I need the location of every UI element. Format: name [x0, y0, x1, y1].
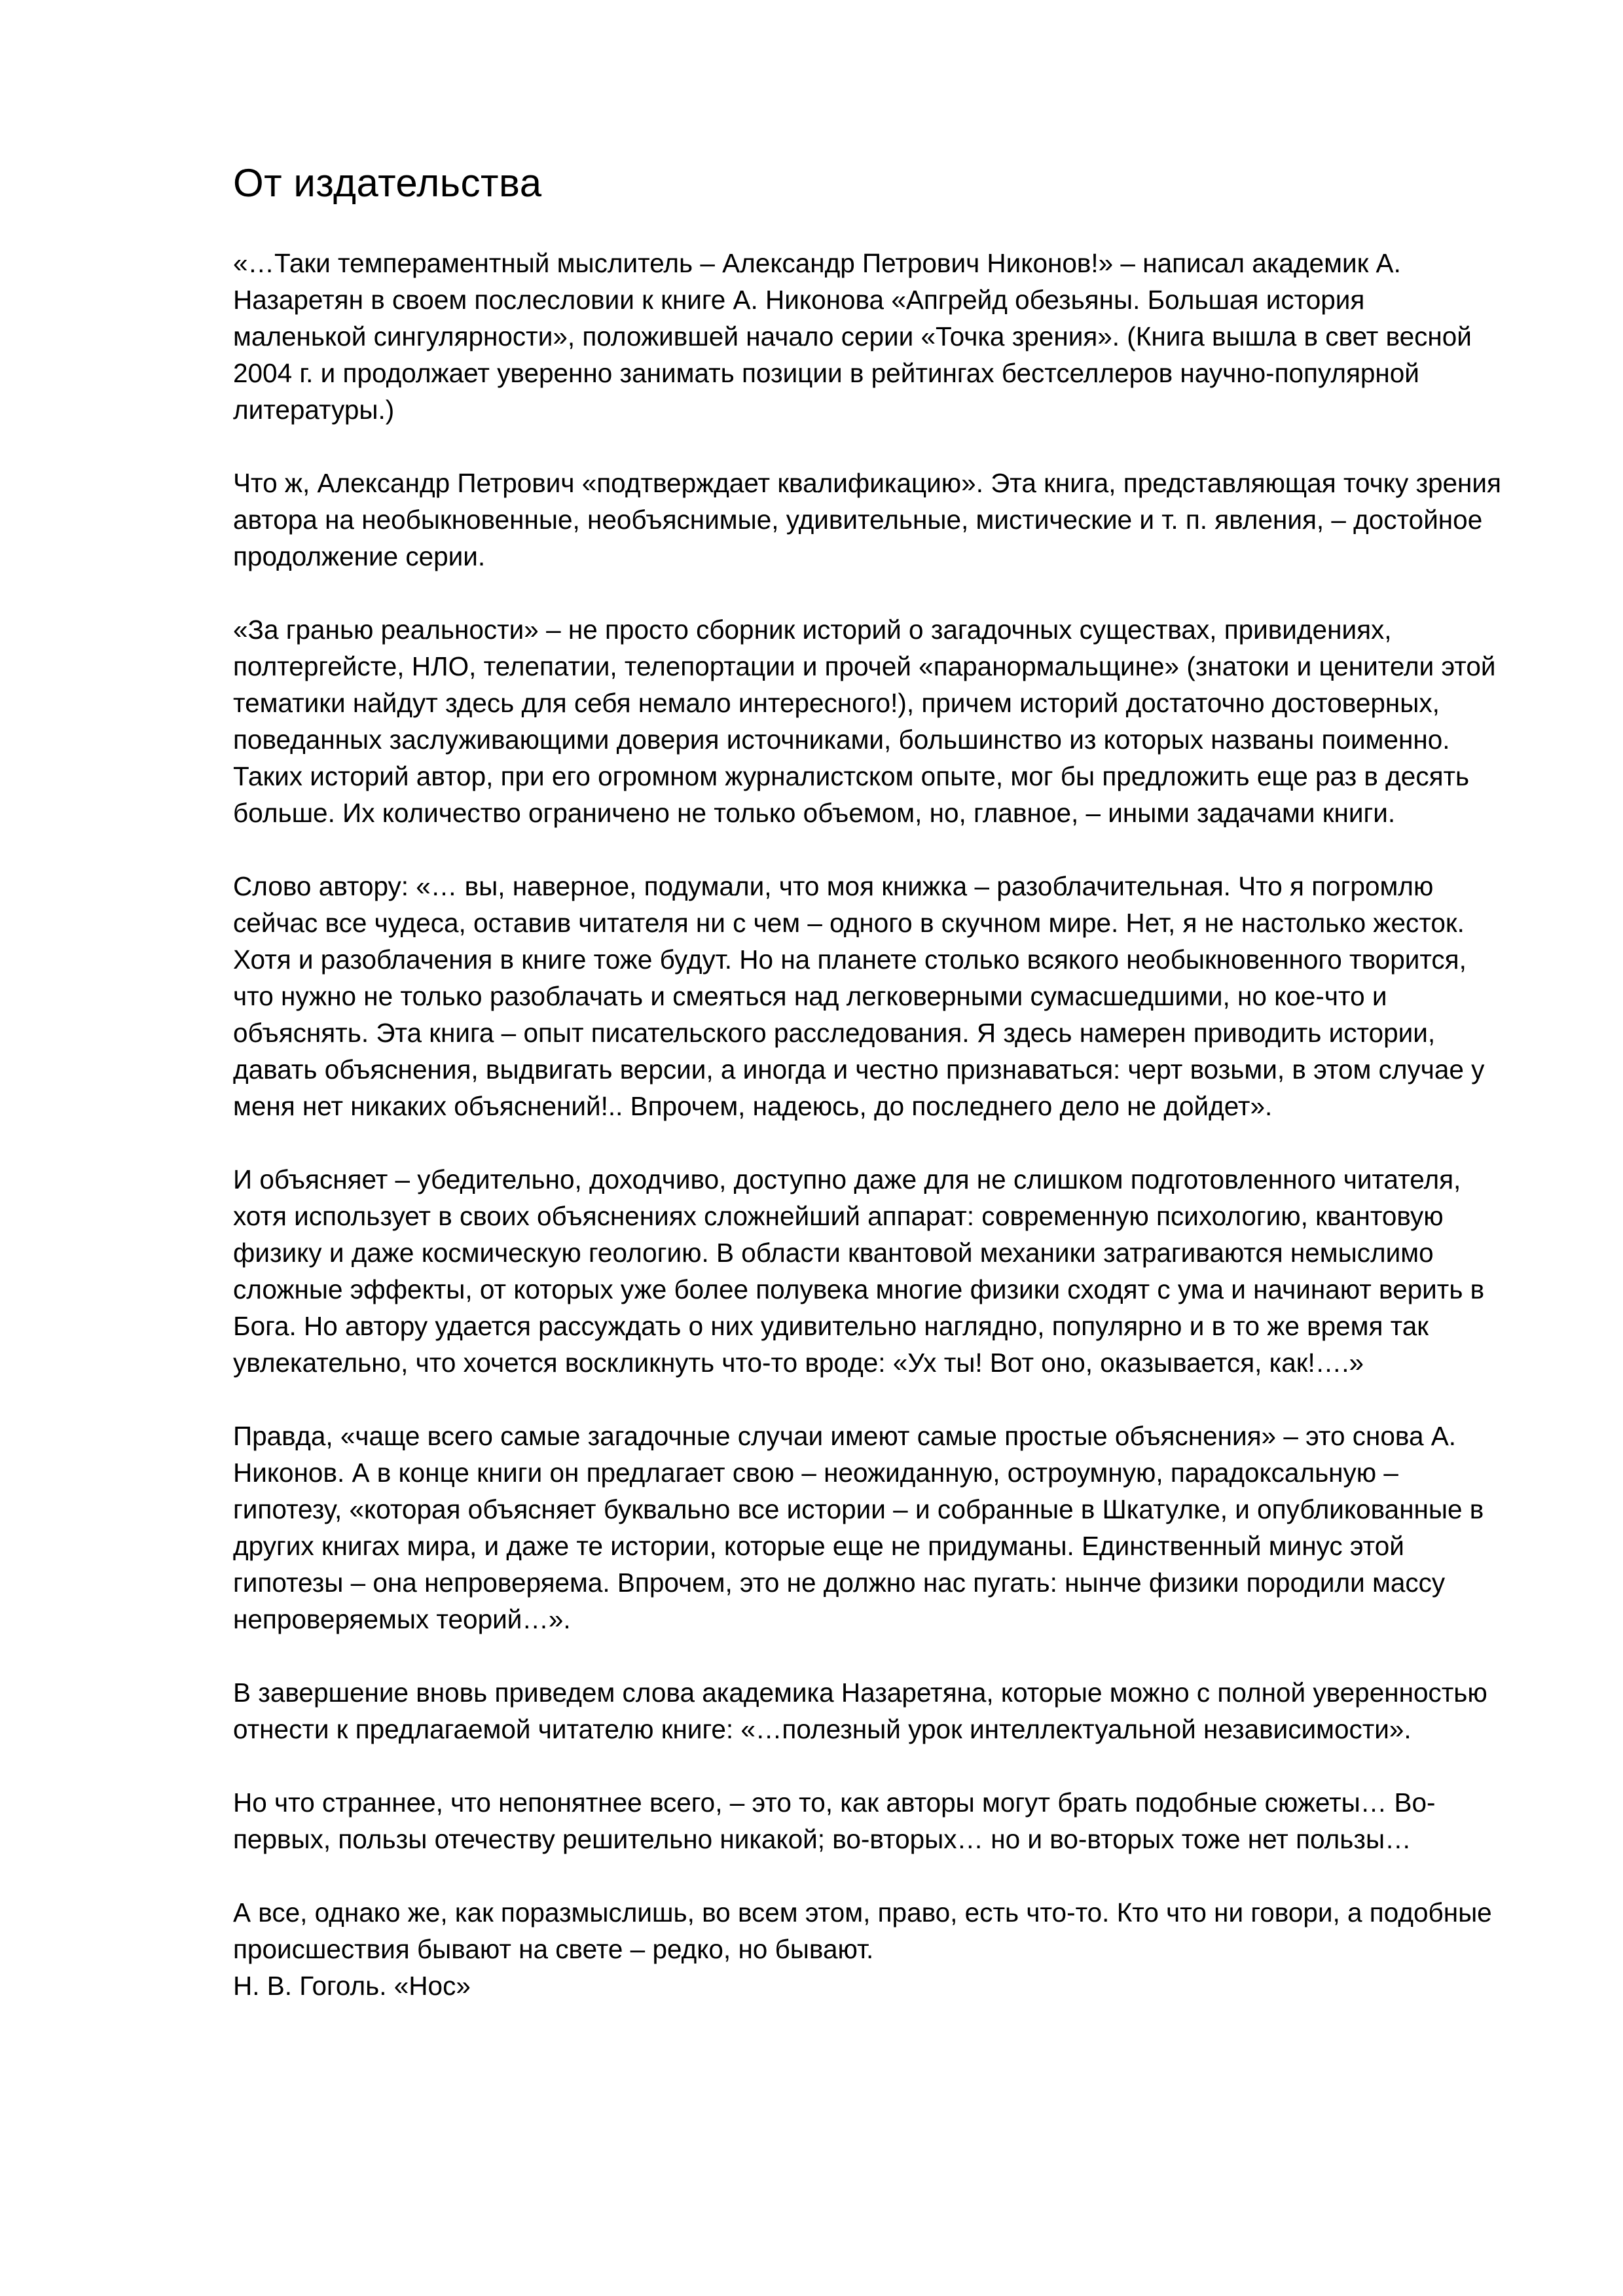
document-title: От издательства — [233, 161, 542, 205]
attribution: Н. В. Гоголь. «Нос» — [233, 1971, 471, 2001]
paragraph-author-quote: Слово автору: «… вы, наверное, подумали, что моя книжка – разоблачительная. Что я погромлю сейчас все чудеса, оставив читателя ни с чем – одного в скучном мире. Нет, я не настолько жесток. Хотя и разоблачения в книге тоже будут. Но на планете столько всякого необыкновенного творится, что нужно не только разоблачать и смеяться над легковерными сумасшедшими, но кое-что и объяснять. Эта книга – опыт писательского расследования. Я здесь намерен приводить истории, давать объяснения, выдвигать версии, а иногда и честно признаваться: черт возьми, в этом случае у меня нет никаких объяснений!.. Впрочем, надеюсь, до последнего дело не дойдет». — [233, 871, 1485, 1121]
paragraph-explains: И объясняет – убедительно, доходчиво, доступно даже для не слишком подготовленного читателя, хотя использует в своих объяснениях сложнейший аппарат: современную психологию, квантовую физику и даже космическую геологию. В области квантовой механики затрагиваются немыслимо сложные эффекты, от которых уже более полувека многие физики сходят с ума и начинают верить в Бога. Но автору удается рассуждать о них удивительно наглядно, популярно и в то же время так увлекательно, что хочется воскликнуть что-то вроде: «Ух ты! Вот оно, оказывается, как!….» — [233, 1164, 1485, 1378]
paragraph-closing: А все, однако же, как поразмыслишь, во всем этом, право, есть что-то. Кто что ни говори, а подобные происшествия бывают на свете – редко, но бывают. — [233, 1897, 1492, 1964]
paragraph-gogol-quote: Но что страннее, что непонятнее всего, – это то, как авторы могут брать подобные сюжеты… Во-первых, пользы отечеству решительно никакой; во-вторых… но и во-вторых тоже нет пользы… — [233, 1787, 1436, 1854]
paragraph-intro: «…Таки темпераментный мыслитель – Александр Петрович Никонов!» – написал академик А. Назаретян в своем послесловии к книге А. Никонова «Апгрейд обезьяны. Большая история маленькой сингулярности», положившей начало серии «Точка зрения». (Книга вышла в свет весной 2004 г. и продолжает уверенно занимать позиции в рейтингах бестселлеров научно-популярной литературы.) — [233, 248, 1472, 425]
paragraph-qualification: Что ж, Александр Петрович «подтверждает квалификацию». Эта книга, представляющая точку зрения автора на необыкновенные, необъяснимые, удивительные, мистические и т. п. явления, – достойное продолжение серии. — [233, 468, 1501, 571]
paragraph-beyond-reality: «За гранью реальности» – не просто сборник историй о загадочных существах, привидениях, полтергейсте, НЛО, телепатии, телепортации и прочей «паранормальщине» (знатоки и ценители этой тематики найдут здесь для себя немало интересного!), причем историй достаточно достоверных, поведанных заслуживающими доверия источниками, большинство из которых названы поименно. Таких историй автор, при его огромном журналистском опыте, мог бы предложить еще раз в десять больше. Их количество ограничено не только объемом, но, главное, – иными задачами книги. — [233, 615, 1496, 828]
paragraph-hypothesis: Правда, «чаще всего самые загадочные случаи имеют самые простые объяснения» – это снова А. Никонов. А в конце книги он предлагает свою – неожиданную, остроумную, парадоксальную – гипотезу, «которая объясняет буквально все истории – и собранные в Шкатулке, и опубликованные в других книгах мира, и даже те истории, которые еще не придуманы. Единственный минус этой гипотезы – она непроверяема. Впрочем, это не должно нас пугать: нынче физики породили массу непроверяемых теорий…». — [233, 1421, 1484, 1634]
paragraph-conclusion: В завершение вновь приведем слова академика Назаретяна, которые можно с полной уверенностью отнести к предлагаемой читателю книге: «…полезный урок интеллектуальной независимости». — [233, 1677, 1487, 1744]
document-page — [233, 157, 1503, 2004]
